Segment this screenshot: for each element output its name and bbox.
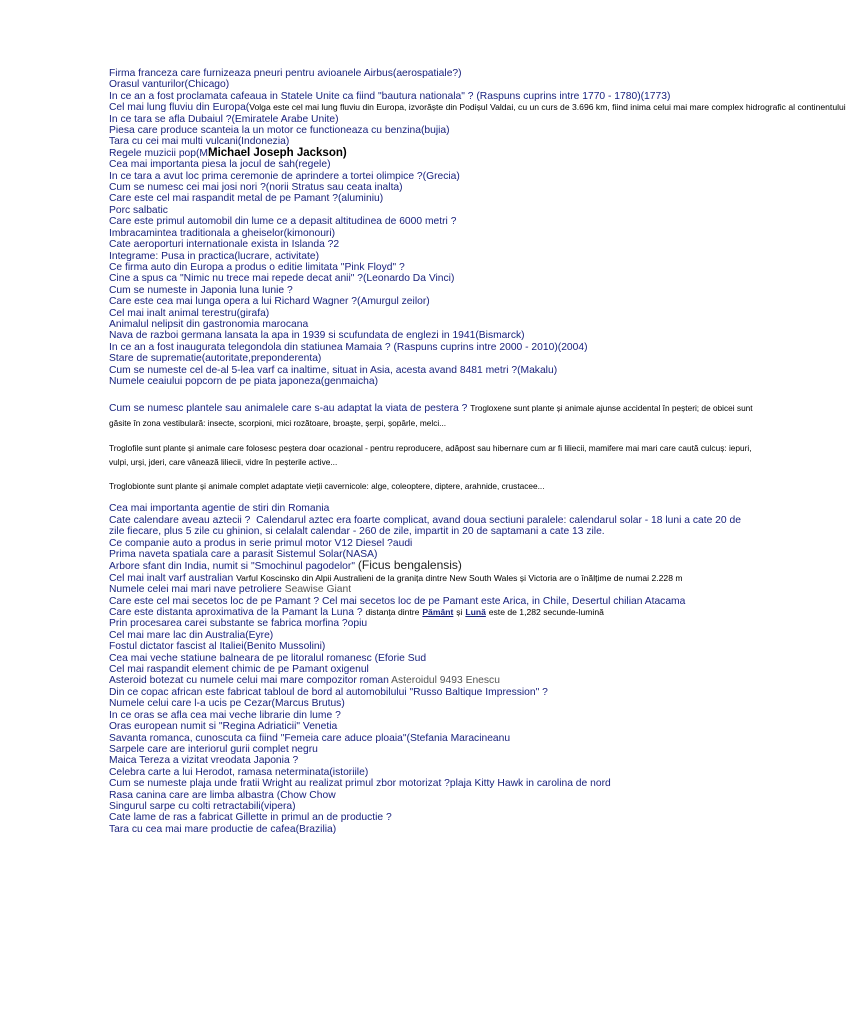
text-line: Cate aeroporturi internationale exista in Islanda ?2 bbox=[109, 239, 340, 251]
answer-text: Seawise Giant bbox=[284, 584, 352, 596]
answer-text: (Ficus bengalensis) bbox=[357, 558, 462, 573]
text-line: Porc salbatic bbox=[109, 204, 168, 216]
answer-text: Calendarul aztec era foarte complicat, avand doua sectiuni paralele: calendarul solar - 18 luni a cate 20 de zile fiecare, plus 5 zile cu ghinion, si celalalt calendar - 260 de zile, impartit in 20 de saptamani a cate 13 zile. bbox=[109, 514, 741, 538]
text-line: Tara cu cea mai mare productie de cafea(Brazilia) bbox=[109, 823, 337, 835]
text-line: Cea mai importanta piesa la jocul de sah(regele) bbox=[109, 159, 331, 171]
text-line: Celebra carte a lui Herodot, ramasa neterminata(istoriile) bbox=[109, 766, 369, 778]
text-line: In ce oras se afla cea mai veche librarie din lume ? bbox=[109, 709, 341, 721]
text-line: Cine a spus ca "Nimic nu trece mai repede decat anii" ?(Leonardo Da Vinci) bbox=[109, 273, 455, 285]
text-line: Integrame: Pusa in practica(lucrare, activitate) bbox=[109, 250, 320, 262]
answer-text: Michael Joseph Jackson) bbox=[208, 146, 347, 159]
text-line: Orasul vanturilor(Chicago) bbox=[109, 79, 230, 91]
answer-text: Varful Koscinsko din Alpii Australieni de la granița dintre New South Wales și Victoria are o înălțime de numai 2.228 m bbox=[236, 572, 683, 583]
text-line bbox=[109, 675, 759, 686]
text-line: Numele celui care l-a ucis pe Cezar(Marcus Brutus) bbox=[109, 698, 345, 710]
text-line: Care este cel mai raspandit metal de pe Pamant ?(aluminiu) bbox=[109, 193, 384, 205]
text-line: Fostul dictator fascist al Italiei(Benito Mussolini) bbox=[109, 641, 326, 653]
text-line bbox=[109, 573, 759, 584]
question-text: Cel mai lung fluviu din Europa( bbox=[109, 102, 250, 114]
text-line bbox=[109, 401, 759, 431]
question-text: Asteroid botezat cu numele celui mai mare compozitor roman bbox=[109, 675, 389, 687]
text-line: Rasa canina care are limba albastra (Chow Chow bbox=[109, 789, 336, 801]
earth-link[interactable]: Pământ bbox=[422, 607, 454, 618]
text-line: Imbracamintea traditionala a gheiselor(kimonouri) bbox=[109, 227, 336, 239]
text-line: Cum se numeste in Japonia luna Iunie ? bbox=[109, 284, 293, 296]
question-text: Cate calendare aveau aztecii ? bbox=[109, 514, 251, 526]
question-text: Cum se numesc plantele sau animalele care s-au adaptat la viata de pestera ? bbox=[109, 403, 468, 415]
answer-text: distanța dintre bbox=[365, 607, 420, 618]
text-line: Savanta romanca, cunoscuta ca fiind "Femeia care aduce ploaia"(Stefania Maracineanu bbox=[109, 732, 511, 744]
text-line: In ce an a fost proclamata cafeaua in Statele Unite ca fiind "bautura nationala" ? (Raspuns cuprins intre 1770 - 1780)(1773) bbox=[109, 90, 671, 102]
text-line bbox=[109, 148, 759, 159]
question-text: Numele celei mai mari nave petroliere bbox=[109, 584, 282, 596]
text-line bbox=[109, 102, 846, 114]
text-line: Tara cu cei mai multi vulcani(Indonezia) bbox=[109, 136, 290, 148]
text-line bbox=[109, 584, 759, 595]
answer-text: Volga este cel mai lung fluviu din Europa, izvorăște din Podișul Valdai, cu un curs de 3.696 km, fiind inima celui mai mare complex hidrografic al continentului bbox=[249, 102, 846, 113]
question-text: Arbore sfant din India, numit si "Smochinul pagodelor" bbox=[109, 561, 355, 573]
text-line: Cum se numeste cel de-al 5-lea varf ca inaltime, situat in Asia, acesta avand 8481 metri ?(Makalu) bbox=[109, 364, 558, 376]
text-line: Singurul sarpe cu colti retractabili(vipera) bbox=[109, 800, 296, 812]
text-line: Cate lame de ras a fabricat Gillette in primul an de productie ? bbox=[109, 812, 392, 824]
text-line: Care este primul automobil din lume ce a depasit altitudinea de 6000 metri ? bbox=[109, 216, 457, 228]
text-paragraph: Troglofile sunt plante și animale care folosesc peștera doar ocazional - pentru reproducere, adăpost sau hibernare cum ar fi liliecii, mamifere mai mari care caută culcuș: iepuri, vulpi, urși, jderi, care vânează liliecii, vidre în peșterile active... bbox=[109, 443, 752, 468]
text-line: Firma franceza care furnizeaza pneuri pentru avioanele Airbus(aerospatiale?) bbox=[109, 68, 462, 79]
text-line: Care este cea mai lunga opera a lui Richard Wagner ?(Amurgul zeilor) bbox=[109, 296, 430, 308]
text-line: Stare de suprematie(autoritate,preponderenta) bbox=[109, 353, 322, 365]
text-line bbox=[109, 596, 759, 607]
text-line bbox=[109, 560, 759, 572]
text-line: Cel mai raspandit element chimic de pe Pamant oxigenul bbox=[109, 664, 369, 676]
text-line: Prin procesarea carei substante se fabrica morfina ?opiu bbox=[109, 618, 368, 630]
text-line: Prima naveta spatiala care a parasit Sistemul Solar(NASA) bbox=[109, 549, 378, 560]
text-line: Maica Tereza a vizitat vreodata Japonia ? bbox=[109, 755, 299, 767]
question-text: Regele muzicii pop(M bbox=[109, 147, 209, 159]
text-paragraph: Troglobionte sunt plante și animale complet adaptate vieții cavernicole: alge, coleoptere, diptere, arahnide, crustacee... bbox=[109, 481, 545, 492]
text-line: In ce an a fost inaugurata telegondola din statiunea Mamaia ? (Raspuns cuprins intre 2000 - 2010)(2004) bbox=[109, 341, 588, 353]
text-line: Cum se numeste plaja unde fratii Wright au realizat primul zbor motorizat ?plaja Kitty Hawk in carolina de nord bbox=[109, 778, 611, 790]
text-line: Sarpele care are interiorul gurii complet negru bbox=[109, 743, 318, 755]
text-line: Ce companie auto a produs in serie primul motor V12 Diesel ?audi bbox=[109, 537, 413, 549]
text-line: Cea mai veche statiune balneara de pe litoralul romanesc (Eforie Sud bbox=[109, 652, 427, 664]
moon-link[interactable]: Lună bbox=[465, 607, 486, 618]
answer-text: Asteroidul 9493 Enescu bbox=[391, 675, 500, 687]
text-line: Animalul nelipsit din gastronomia marocana bbox=[109, 318, 309, 330]
question-text: Care este cel mai secetos loc de pe Pamant ? bbox=[109, 595, 320, 607]
document-body bbox=[109, 68, 846, 835]
text-line: In ce tara se afla Dubaiul ?(Emiratele Arabe Unite) bbox=[109, 113, 339, 125]
text-line bbox=[109, 515, 759, 538]
text-line: Cel mai mare lac din Australia(Eyre) bbox=[109, 629, 274, 641]
answer-text: Trogloxene sunt plante și animale ajunse accidental în peșteri; de obicei sunt găsite în zona vestibulară: insecte, scorpioni, mici rozătoare, broaște, șerpi, șopârle, melci... bbox=[109, 403, 753, 429]
text-line: Cea mai importanta agentie de stiri din Romania bbox=[109, 503, 330, 515]
question-text: Care este distanta aproximativa de la Pamant la Luna ? bbox=[109, 607, 363, 619]
text-line: In ce tara a avut loc prima ceremonie de aprindere a tortei olimpice ?(Grecia) bbox=[109, 170, 460, 182]
text-line: Cum se numesc cei mai josi nori ?(norii Stratus sau ceata inalta) bbox=[109, 182, 403, 194]
text-line bbox=[109, 607, 759, 618]
text-line: Oras european numit si "Regina Adriaticii" Venetia bbox=[109, 721, 338, 733]
answer-text: Cel mai secetos loc de pe Pamant este Arica, in Chile, Desertul chilian Atacama bbox=[321, 595, 686, 607]
text-line: Cel mai inalt animal terestru(girafa) bbox=[109, 307, 270, 319]
text-line: Numele ceaiului popcorn de pe piata japoneza(genmaicha) bbox=[109, 375, 379, 387]
question-text: Cel mai inalt varf australian bbox=[109, 572, 234, 584]
text-line: Ce firma auto din Europa a produs o editie limitata "Pink Floyd" ? bbox=[109, 261, 405, 273]
text-line: Piesa care produce scanteia la un motor ce functioneaza cu benzina(bujia) bbox=[109, 125, 450, 137]
text-line: Din ce copac african este fabricat tabloul de bord al automobilului "Russo Baltique Impression" ? bbox=[109, 686, 548, 698]
text-line: Nava de razboi germana lansata la apa in 1939 si scufundata de englezi in 1941(Bismarck) bbox=[109, 330, 525, 342]
answer-text: este de 1,282 secunde-lumină bbox=[488, 607, 604, 618]
answer-text: și bbox=[456, 607, 463, 618]
